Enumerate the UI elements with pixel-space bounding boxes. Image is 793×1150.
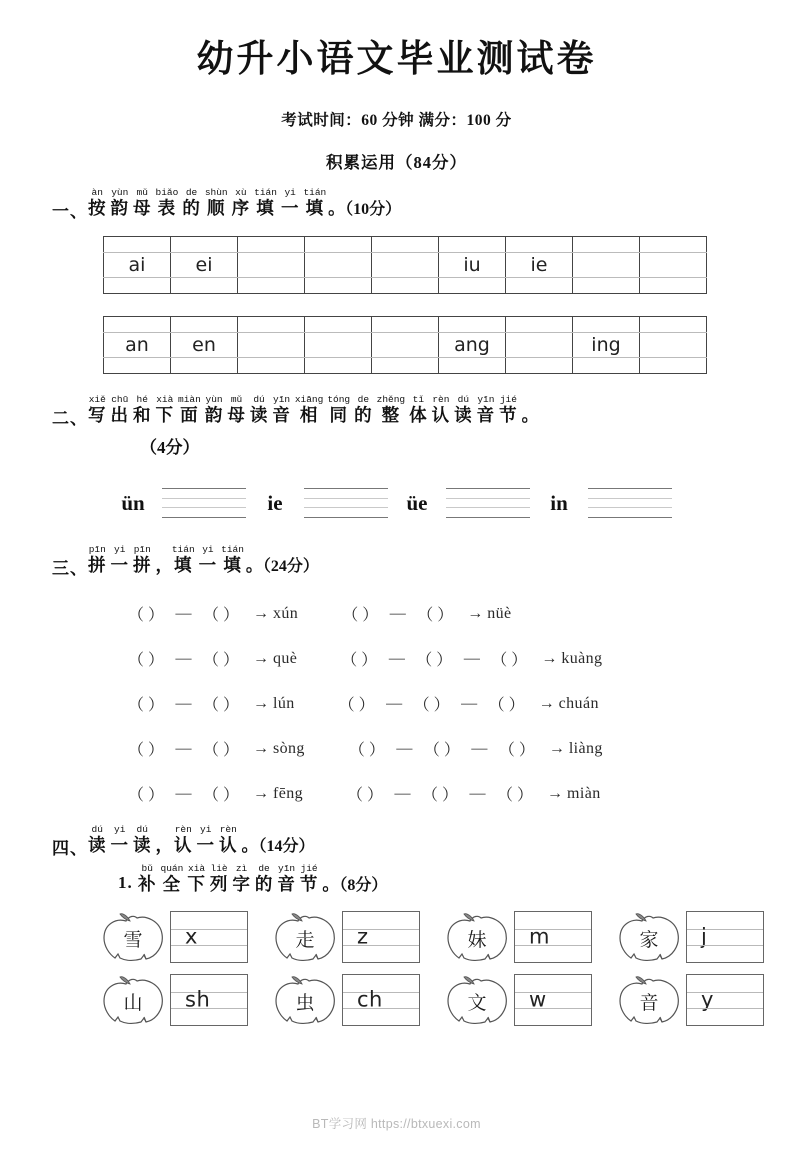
hanzi-with-pinyin: 填tián [254, 187, 277, 218]
question-3 [0, 544, 793, 577]
pinyin-answer-box[interactable] [170, 974, 248, 1026]
dash-separator: — [175, 694, 192, 712]
pinyin-combine-group [331, 647, 602, 670]
vowel-table-row [104, 333, 707, 358]
blank-parenthesis[interactable]: （ ） [488, 697, 525, 714]
hanzi-with-pinyin: 母mǔ [133, 187, 152, 218]
pinyin-combine-group [118, 647, 297, 670]
vowel-table-2[interactable] [103, 316, 707, 374]
hanzi-with-pinyin: 拼pīn [88, 544, 107, 575]
vowel-guide-cell [372, 317, 439, 333]
hanzi-with-pinyin: 读dú [249, 394, 269, 425]
hanzi-with-pinyin: 顺shùn [204, 187, 228, 218]
target-syllable: chuán [558, 694, 599, 712]
vowel-guide-cell [305, 317, 372, 333]
vowel-guide-cell [238, 358, 305, 374]
hanzi-with-pinyin: 写xiě [88, 394, 107, 425]
arrow-icon: → [253, 694, 269, 712]
dash-separator: — [175, 784, 192, 802]
vowel-guide-cell [640, 237, 707, 253]
pinyin-initial: x [185, 924, 198, 949]
apple-pinyin-cell [96, 910, 248, 964]
hanzi-with-pinyin: 序xù [231, 187, 251, 218]
dash-separator: — [389, 604, 406, 622]
vowel-guide-cell [372, 278, 439, 294]
dash-separator: — [463, 649, 480, 667]
arrow-icon: → [547, 784, 564, 802]
vowel-cell[interactable] [305, 253, 372, 278]
hanzi-with-pinyin: 的de [254, 863, 274, 894]
target-syllable: què [273, 649, 298, 667]
hanzi-with-pinyin: 一yi [280, 187, 300, 218]
vowel-guide-cell [305, 237, 372, 253]
vowel-guide-cell [573, 358, 640, 374]
apple-icon [268, 910, 342, 964]
vowel-guide-cell [104, 278, 171, 294]
footer-watermark: BT学习网 https://btxuexi.com [312, 1117, 481, 1131]
vowel-guide-cell [506, 317, 573, 333]
blank-parenthesis[interactable]: （ ） [497, 787, 534, 804]
vowel-guide-cell [640, 358, 707, 374]
apple-pinyin-cell [440, 973, 592, 1027]
hanzi-with-pinyin: 音yīn [277, 863, 296, 894]
hanzi-with-pinyin: 音yīn [272, 394, 291, 425]
vowel-table-1[interactable] [103, 236, 707, 294]
target-syllable: sòng [273, 739, 305, 757]
question-1-points: （10分） [345, 201, 402, 218]
pinyin-answer-box[interactable] [514, 911, 592, 963]
hanzi-with-pinyin: 的de [354, 394, 373, 425]
apple-row [96, 910, 793, 964]
vowel-prompt: in [550, 490, 568, 515]
pinyin-initial: z [357, 924, 369, 949]
exam-info: 考试时间：60 分钟 满分：100 分 [281, 112, 512, 129]
target-syllable: lún [273, 694, 295, 712]
pinyin-combine-group [118, 692, 295, 715]
hanzi-with-pinyin: 和hé [133, 394, 152, 425]
apple-character: 虫 [295, 991, 315, 1014]
hanzi-with-pinyin: 填tián [221, 544, 244, 575]
vowel-cell[interactable] [506, 333, 573, 358]
apple-icon [96, 910, 170, 964]
dash-separator: — [386, 694, 403, 712]
arrow-icon: → [541, 649, 558, 667]
hanzi-with-pinyin: 音yīn [476, 394, 496, 425]
pinyin-combine-group [118, 737, 305, 760]
vowel-cell[interactable]: en [171, 333, 238, 358]
pinyin-combine-group [332, 602, 511, 625]
blank-parenthesis[interactable]: （ ） [491, 652, 528, 669]
question-3-text [88, 544, 246, 575]
vowel-table-2-wrap [0, 316, 793, 374]
hanzi-with-pinyin: 面miàn [178, 394, 201, 425]
pinyin-writing-line[interactable] [304, 488, 388, 518]
vowel-prompt: ün [121, 490, 145, 515]
question-2-points: （4分） [140, 438, 200, 457]
dash-separator: — [388, 649, 405, 667]
arrow-icon: → [548, 739, 565, 757]
hanzi-with-pinyin: 读dú [133, 824, 152, 855]
apple-character-grid [0, 910, 793, 1027]
pinyin-answer-box[interactable] [686, 911, 764, 963]
hanzi-with-pinyin: 韵yùn [204, 394, 224, 425]
vowel-guide-cell [573, 278, 640, 294]
pinyin-exercise-row [118, 771, 793, 816]
question-1-text [88, 187, 328, 218]
question-2-text [88, 394, 522, 425]
pinyin-initial: w [529, 987, 547, 1012]
apple-icon [268, 973, 342, 1027]
hanzi-with-pinyin: 一yi [198, 544, 218, 575]
question-4-sub-1-tail: 。 [322, 875, 340, 894]
question-3-tail: 。 [245, 556, 263, 575]
arrow-icon: → [253, 784, 269, 802]
vowel-guide-cell [573, 237, 640, 253]
pinyin-initial: ch [357, 987, 383, 1012]
hanzi-with-pinyin: 按àn [88, 187, 107, 218]
blank-parenthesis[interactable]: （ ） [348, 742, 385, 759]
hanzi-char: ， [155, 555, 174, 575]
blank-parenthesis[interactable]: （ ） [202, 697, 239, 714]
hanzi-with-pinyin: 的de [182, 187, 201, 218]
vowel-cell[interactable] [372, 253, 439, 278]
vowel-guide-cell [171, 317, 238, 333]
apple-icon [96, 973, 170, 1027]
vowel-table-1-wrap [0, 236, 793, 294]
vowel-guide-cell [372, 237, 439, 253]
vowel-guide-cell [238, 317, 305, 333]
apple-icon [440, 973, 514, 1027]
blank-parenthesis[interactable]: （ ） [423, 742, 460, 759]
hanzi-with-pinyin: 下xià [187, 863, 206, 894]
question-4-text [88, 824, 242, 855]
pinyin-exercise-rows [0, 591, 793, 816]
pinyin-initial: y [701, 987, 714, 1012]
vowel-cell[interactable]: ing [573, 333, 640, 358]
hanzi-with-pinyin: 填tián [303, 187, 327, 218]
pinyin-exercise-row [118, 681, 793, 726]
vowel-guide-cell [238, 237, 305, 253]
vowel-table-row [104, 253, 707, 278]
vowel-prompt: ie [267, 490, 283, 515]
apple-pinyin-cell [96, 973, 248, 1027]
blank-parenthesis[interactable]: （ ） [127, 787, 164, 804]
hanzi-with-pinyin: 填tián [171, 544, 195, 575]
target-syllable: fēng [273, 784, 304, 802]
vowel-cell[interactable] [372, 333, 439, 358]
hanzi-with-pinyin: 出chū [110, 394, 129, 425]
question-4-sub-1-number: 1. [118, 873, 133, 892]
pinyin-answer-box[interactable] [342, 974, 420, 1026]
target-syllable: xún [273, 604, 299, 622]
vowel-guide-cell [171, 278, 238, 294]
blank-parenthesis[interactable]: （ ） [341, 652, 378, 669]
vowel-table-row [104, 358, 707, 374]
dash-separator: — [175, 739, 192, 757]
hanzi-with-pinyin: 相xiāng [294, 394, 324, 425]
dash-separator: — [175, 604, 192, 622]
pinyin-answer-box[interactable] [514, 974, 592, 1026]
question-1 [0, 187, 793, 220]
arrow-icon: → [253, 739, 269, 757]
hanzi-with-pinyin: 认rèn [431, 394, 451, 425]
dash-separator: — [469, 784, 486, 802]
hanzi-with-pinyin: 全quán [160, 863, 184, 894]
hanzi-with-pinyin: 一yi [196, 824, 215, 855]
arrow-icon: → [253, 649, 269, 667]
apple-character: 家 [639, 928, 659, 951]
vowel-cell[interactable]: iu [439, 253, 506, 278]
apple-character: 山 [123, 991, 143, 1014]
pinyin-answer-box[interactable] [342, 911, 420, 963]
vowel-guide-cell [640, 278, 707, 294]
hanzi-with-pinyin: 字zì [232, 863, 251, 894]
vowel-guide-cell [372, 358, 439, 374]
apple-character: 音 [639, 991, 659, 1014]
vowel-cell[interactable] [238, 333, 305, 358]
vowel-guide-cell [171, 358, 238, 374]
pinyin-exercise-row [118, 591, 793, 636]
pinyin-writing-line[interactable] [446, 488, 530, 518]
apple-pinyin-cell [440, 910, 592, 964]
hanzi-with-pinyin: 一yi [110, 824, 129, 855]
pinyin-combine-group [337, 782, 601, 805]
question-4-points: （14分） [258, 838, 315, 855]
dash-separator: — [461, 694, 478, 712]
vowel-cell[interactable] [573, 253, 640, 278]
vowel-guide-cell [506, 278, 573, 294]
question-4-tail: 。 [241, 836, 259, 855]
dash-separator: — [175, 649, 192, 667]
apple-pinyin-cell [268, 973, 420, 1027]
vowel-cell[interactable]: ai [104, 253, 171, 278]
vowel-guide-cell [305, 278, 372, 294]
apple-character: 文 [467, 991, 487, 1014]
apple-pinyin-cell [612, 973, 764, 1027]
hanzi-with-pinyin: 整zhěng [376, 394, 406, 425]
question-3-points: （24分） [262, 558, 319, 575]
question-2-tail: 。 [521, 406, 539, 425]
question-3-number: 三、 [52, 559, 88, 578]
question-4-sub-1 [0, 863, 793, 896]
hanzi-with-pinyin: 认rèn [219, 824, 238, 855]
hanzi-with-pinyin: 节jié [299, 863, 319, 894]
dash-separator: — [471, 739, 488, 757]
pinyin-combine-group [329, 692, 599, 715]
blank-parenthesis[interactable]: （ ） [127, 697, 164, 714]
vowel-guide-cell [104, 237, 171, 253]
pinyin-writing-line[interactable] [162, 488, 246, 518]
target-syllable: liàng [568, 739, 603, 757]
hanzi-with-pinyin: 表biǎo [155, 187, 179, 218]
question-4 [0, 824, 793, 857]
pinyin-initial: m [529, 924, 550, 949]
hanzi-with-pinyin: 读dú [454, 394, 473, 425]
pinyin-exercise-row [118, 636, 793, 681]
vowel-cell[interactable]: an [104, 333, 171, 358]
hanzi-with-pinyin: 拼pīn [133, 544, 152, 575]
vowel-guide-cell [171, 237, 238, 253]
blank-parenthesis[interactable]: （ ） [338, 697, 375, 714]
blank-parenthesis[interactable]: （ ） [127, 742, 164, 759]
vowel-cell[interactable] [640, 333, 707, 358]
vowel-guide-cell [305, 358, 372, 374]
vowel-guide-cell [439, 317, 506, 333]
target-syllable: miàn [567, 784, 601, 802]
pinyin-combine-group [118, 602, 298, 625]
blank-parenthesis[interactable]: （ ） [417, 607, 454, 624]
vowel-cell[interactable] [238, 253, 305, 278]
vowel-cell[interactable] [305, 333, 372, 358]
dash-separator: — [396, 739, 413, 757]
question-2-number: 二、 [52, 409, 88, 428]
target-syllable: nüè [487, 604, 512, 622]
blank-parenthesis[interactable]: （ ） [202, 652, 239, 669]
blank-parenthesis[interactable]: （ ） [342, 607, 379, 624]
vowel-table-row [104, 317, 707, 333]
apple-pinyin-cell [268, 910, 420, 964]
part-heading: 积累运用（84分） [326, 153, 467, 172]
vowel-table-row [104, 278, 707, 294]
vowel-cell[interactable]: ang [439, 333, 506, 358]
blank-parenthesis[interactable]: （ ） [498, 742, 535, 759]
page-title: 幼升小语文毕业测试卷 [196, 36, 597, 80]
apple-icon [612, 910, 686, 964]
question-2 [0, 394, 793, 458]
hanzi-with-pinyin: 韵yùn [110, 187, 129, 218]
target-syllable: kuàng [561, 649, 603, 667]
apple-icon [440, 910, 514, 964]
question-4-number: 四、 [52, 839, 88, 858]
vowel-guide-cell [104, 317, 171, 333]
hanzi-with-pinyin: 母mǔ [227, 394, 246, 425]
pinyin-initial: j [701, 924, 708, 949]
blank-parenthesis[interactable]: （ ） [202, 742, 239, 759]
pinyin-writing-line[interactable] [588, 488, 672, 518]
vowel-guide-cell [439, 358, 506, 374]
apple-character: 雪 [123, 928, 143, 951]
hanzi-with-pinyin: 读dú [88, 824, 107, 855]
vowel-guide-cell [506, 237, 573, 253]
vowel-cell[interactable]: ei [171, 253, 238, 278]
apple-character: 走 [295, 928, 315, 951]
hanzi-with-pinyin: 认rèn [174, 824, 193, 855]
arrow-icon: → [253, 604, 269, 622]
blank-parenthesis[interactable]: （ ） [416, 652, 453, 669]
pinyin-exercise-row [118, 726, 793, 771]
question-4-sub-1-text [138, 863, 322, 894]
hanzi-with-pinyin: 补bǔ [138, 863, 157, 894]
hanzi-with-pinyin: 下xià [155, 394, 174, 425]
dash-separator: — [394, 784, 411, 802]
hanzi-with-pinyin: 体tǐ [409, 394, 428, 425]
apple-pinyin-cell [612, 910, 764, 964]
blank-parenthesis[interactable]: （ ） [127, 652, 164, 669]
question-2-answer-row[interactable] [0, 488, 793, 518]
vowel-guide-cell [506, 358, 573, 374]
pinyin-answer-box[interactable] [686, 974, 764, 1026]
pinyin-combine-group [118, 782, 303, 805]
hanzi-with-pinyin: 节jié [499, 394, 518, 425]
arrow-icon: → [467, 604, 484, 622]
pinyin-combine-group [339, 737, 603, 760]
vowel-guide-cell [640, 317, 707, 333]
question-4-sub-1-points: （8分） [339, 877, 388, 894]
blank-parenthesis[interactable]: （ ） [202, 787, 239, 804]
blank-parenthesis[interactable]: （ ） [413, 697, 450, 714]
vowel-cell[interactable] [640, 253, 707, 278]
hanzi-with-pinyin: 列liè [209, 863, 229, 894]
pinyin-answer-box[interactable] [170, 911, 248, 963]
exam-page [0, 28, 793, 1150]
vowel-guide-cell [439, 278, 506, 294]
question-1-number: 一、 [52, 202, 88, 221]
blank-parenthesis[interactable]: （ ） [422, 787, 459, 804]
vowel-table-row [104, 237, 707, 253]
blank-parenthesis[interactable]: （ ） [202, 607, 239, 624]
apple-row [96, 973, 793, 1027]
vowel-prompt: üe [406, 490, 428, 515]
hanzi-char: ， [155, 835, 174, 855]
apple-character: 妹 [467, 928, 487, 951]
hanzi-with-pinyin: 同tóng [327, 394, 351, 425]
blank-parenthesis[interactable]: （ ） [347, 787, 384, 804]
vowel-cell[interactable]: ie [506, 253, 573, 278]
vowel-guide-cell [573, 317, 640, 333]
hanzi-with-pinyin: 一yi [110, 544, 129, 575]
blank-parenthesis[interactable]: （ ） [127, 607, 164, 624]
vowel-guide-cell [238, 278, 305, 294]
pinyin-initial: sh [185, 987, 211, 1012]
apple-icon [612, 973, 686, 1027]
vowel-guide-cell [439, 237, 506, 253]
arrow-icon: → [538, 694, 555, 712]
vowel-guide-cell [104, 358, 171, 374]
question-1-tail: 。 [328, 199, 346, 218]
